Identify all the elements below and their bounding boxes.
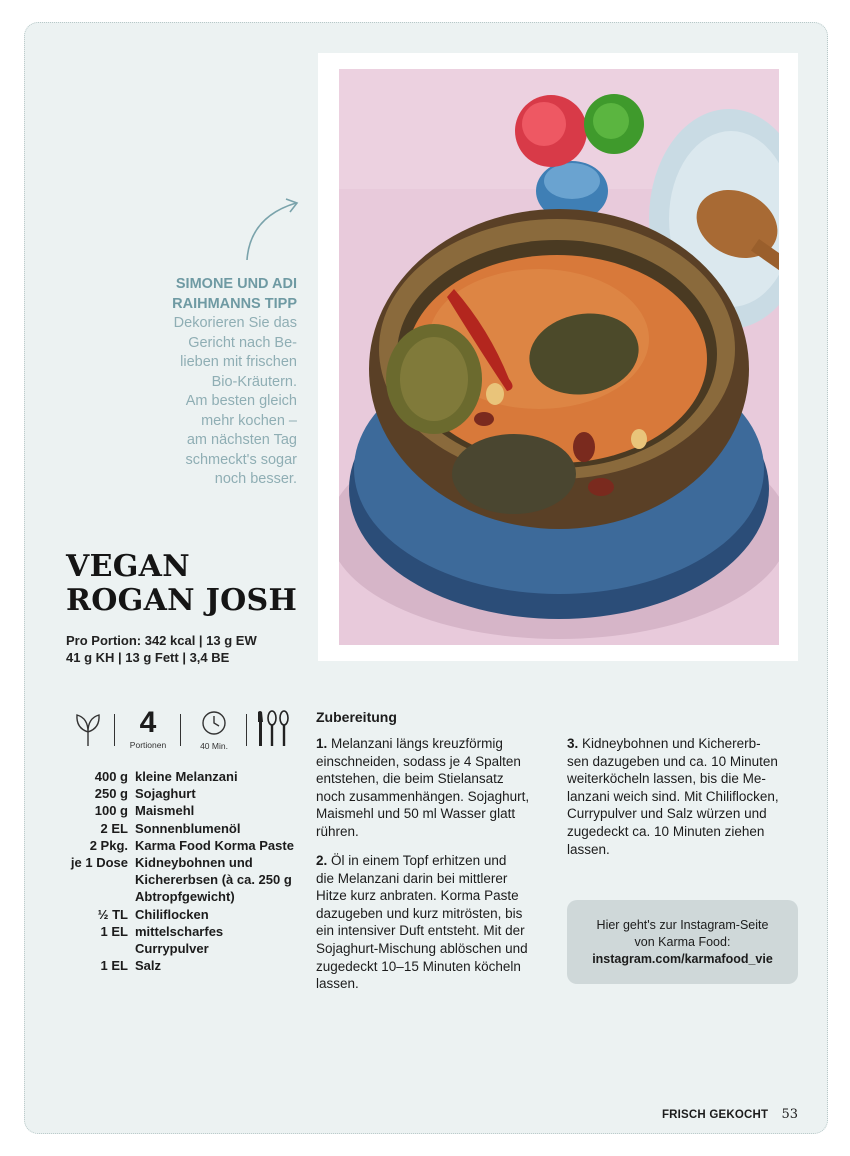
ingredient-row bbox=[66, 820, 294, 837]
ingredient-row bbox=[66, 888, 294, 905]
tip-heading-line: SIMONE UND ADI bbox=[175, 276, 297, 292]
ingredient-name: Kidneybohnen und bbox=[135, 855, 253, 871]
ingredient-row bbox=[66, 871, 294, 888]
ingredient-name: Sojaghurt bbox=[135, 786, 196, 802]
recipe-title-line: VEGAN bbox=[66, 549, 190, 584]
portions-value: 4 bbox=[139, 706, 157, 739]
icon-separator bbox=[114, 714, 115, 746]
ingredient-quantity: 2 Pkg. bbox=[89, 837, 128, 853]
ingredient-name: kleine Melanzani bbox=[135, 769, 238, 784]
leaf-icon bbox=[74, 712, 102, 753]
step-line: 3. Kidneybohnen und Kichererb- bbox=[567, 736, 761, 751]
step-line: Hitze kurz anbraten. Korma Paste bbox=[316, 888, 519, 904]
page-footer bbox=[662, 1107, 798, 1122]
ingredient-quantity bbox=[66, 888, 135, 905]
step-number: 2. bbox=[316, 853, 332, 868]
step-line: entstehen, die beim Stielansatz bbox=[316, 771, 504, 787]
step-line: weiterköcheln lassen, bis die Me- bbox=[567, 771, 766, 787]
portions-label: Portionen bbox=[129, 740, 167, 750]
ingredient-quantity: 250 g bbox=[94, 786, 128, 802]
tip-line: lieben mit frischen bbox=[180, 354, 297, 370]
step-line: ein intensiver Duft entsteht. Mit der bbox=[316, 923, 525, 939]
ingredient-quantity: ½ TL bbox=[97, 906, 128, 922]
step-number: 1. bbox=[316, 736, 332, 751]
ingredient-name: Salz bbox=[135, 958, 162, 974]
step-line: lanzani weich sind. Mit Chiliflocken, bbox=[567, 788, 779, 804]
step-line: Currypulver und Salz würzen und bbox=[567, 806, 767, 822]
ingredient-name: Chiliflocken bbox=[135, 906, 209, 922]
instagram-link[interactable]: instagram.com/karmafood_vie bbox=[592, 952, 773, 966]
ingredient-quantity: 100 g bbox=[94, 803, 128, 819]
ingredient-row bbox=[66, 906, 294, 923]
tip-line: Bio-Kräutern. bbox=[211, 373, 297, 390]
cutlery-icon bbox=[256, 710, 292, 753]
tip-line: noch besser. bbox=[214, 471, 297, 487]
ingredient-name: Currypulver bbox=[135, 941, 209, 957]
ingredient-row bbox=[66, 802, 294, 819]
ingredient-quantity: 2 EL bbox=[100, 820, 128, 836]
step-line: lassen. bbox=[316, 976, 359, 992]
section-name: FRISCH GEKOCHT bbox=[661, 1109, 769, 1121]
ingredient-name: mittelscharfes bbox=[135, 923, 224, 939]
step-line: die Melanzani darin bei mittlerer bbox=[316, 870, 508, 886]
ingredient-name: Kichererbsen (à ca. 250 g bbox=[135, 872, 292, 888]
ingredient-row bbox=[66, 768, 294, 785]
tip-body bbox=[117, 314, 297, 490]
step-line: einschneiden, sodass je 4 Spalten bbox=[316, 753, 521, 769]
instagram-text: von Karma Food: bbox=[634, 935, 731, 949]
step-line: lassen. bbox=[567, 841, 610, 857]
ingredient-quantity bbox=[66, 871, 135, 888]
ingredient-row bbox=[66, 785, 294, 802]
ingredient-quantity: 1 EL bbox=[100, 923, 128, 939]
dish-photo bbox=[339, 69, 779, 645]
step-line: dazugeben und kurz mitrösten, bis bbox=[316, 905, 523, 921]
time-block bbox=[192, 710, 236, 751]
clock-icon bbox=[201, 723, 227, 740]
recipe-title bbox=[66, 550, 297, 618]
preparation-step bbox=[567, 735, 807, 858]
chef-tip bbox=[117, 275, 297, 490]
tip-heading bbox=[117, 275, 297, 314]
info-icons bbox=[74, 708, 294, 752]
tip-line: Am besten gleich bbox=[185, 393, 297, 409]
tip-heading-line: RAIHMANNS TIPP bbox=[172, 295, 297, 312]
ingredient-name: Abtropfgewicht) bbox=[135, 889, 235, 905]
ingredient-quantity: 1 EL bbox=[100, 958, 128, 974]
step-line: Maismehl und 50 ml Wasser glatt bbox=[316, 806, 516, 822]
ingredient-name: Karma Food Korma Paste bbox=[135, 837, 294, 853]
icon-separator bbox=[180, 714, 181, 746]
ingredient-name: Maismehl bbox=[135, 803, 195, 819]
tip-line: schmeckt's sogar bbox=[185, 451, 297, 468]
portions-block bbox=[126, 708, 170, 750]
preparation-step bbox=[316, 852, 556, 993]
nutrition-info bbox=[66, 632, 257, 666]
ingredient-quantity bbox=[66, 940, 135, 957]
step-line: Sojaghurt-Mischung ablöschen und bbox=[316, 940, 528, 956]
time-label: 40 Min. bbox=[200, 741, 228, 751]
tip-line: am nächsten Tag bbox=[186, 432, 297, 448]
instagram-text: Hier geht's zur Instagram-Seite bbox=[596, 918, 769, 932]
ingredients-list bbox=[66, 768, 294, 974]
recipe-title-line: ROGAN JOSH bbox=[66, 583, 298, 618]
ingredient-quantity: 400 g bbox=[94, 769, 128, 784]
ingredient-quantity: je 1 Dose bbox=[70, 855, 128, 871]
ingredient-row bbox=[66, 923, 294, 940]
step-line: 1. Melanzani längs kreuzförmig bbox=[316, 736, 503, 751]
ingredient-name: Sonnenblumenöl bbox=[135, 820, 241, 836]
page-number: 53 bbox=[781, 1107, 798, 1122]
step-line: sen dazugeben und ca. 10 Minuten bbox=[567, 753, 778, 769]
preparation-step bbox=[316, 735, 556, 841]
tip-line: Gericht nach Be- bbox=[188, 334, 297, 351]
instagram-box bbox=[567, 900, 798, 984]
ingredient-row bbox=[66, 957, 294, 974]
step-line: 2. Öl in einem Topf erhitzen und bbox=[316, 853, 507, 868]
ingredient-row bbox=[66, 854, 294, 871]
step-number: 3. bbox=[567, 736, 583, 751]
tip-line: mehr kochen – bbox=[201, 412, 297, 429]
preparation-title: Zubereitung bbox=[316, 709, 397, 725]
step-line: zugedeckt ca. 10 Minuten ziehen bbox=[567, 823, 765, 839]
ingredient-row bbox=[66, 837, 294, 854]
ingredient-row bbox=[66, 940, 294, 957]
nutrition-line: Pro Portion: 342 kcal | 13 g EW bbox=[66, 633, 257, 648]
step-line: noch zusammenhängen. Sojaghurt, bbox=[316, 788, 530, 804]
tip-arrow-icon bbox=[240, 195, 310, 270]
icon-separator bbox=[246, 714, 247, 746]
tip-line: Dekorieren Sie das bbox=[173, 315, 297, 331]
nutrition-line: 41 g KH | 13 g Fett | 3,4 BE bbox=[66, 650, 230, 665]
step-line: rühren. bbox=[316, 823, 359, 839]
step-line: zugedeckt 10–15 Minuten köcheln bbox=[316, 958, 521, 974]
